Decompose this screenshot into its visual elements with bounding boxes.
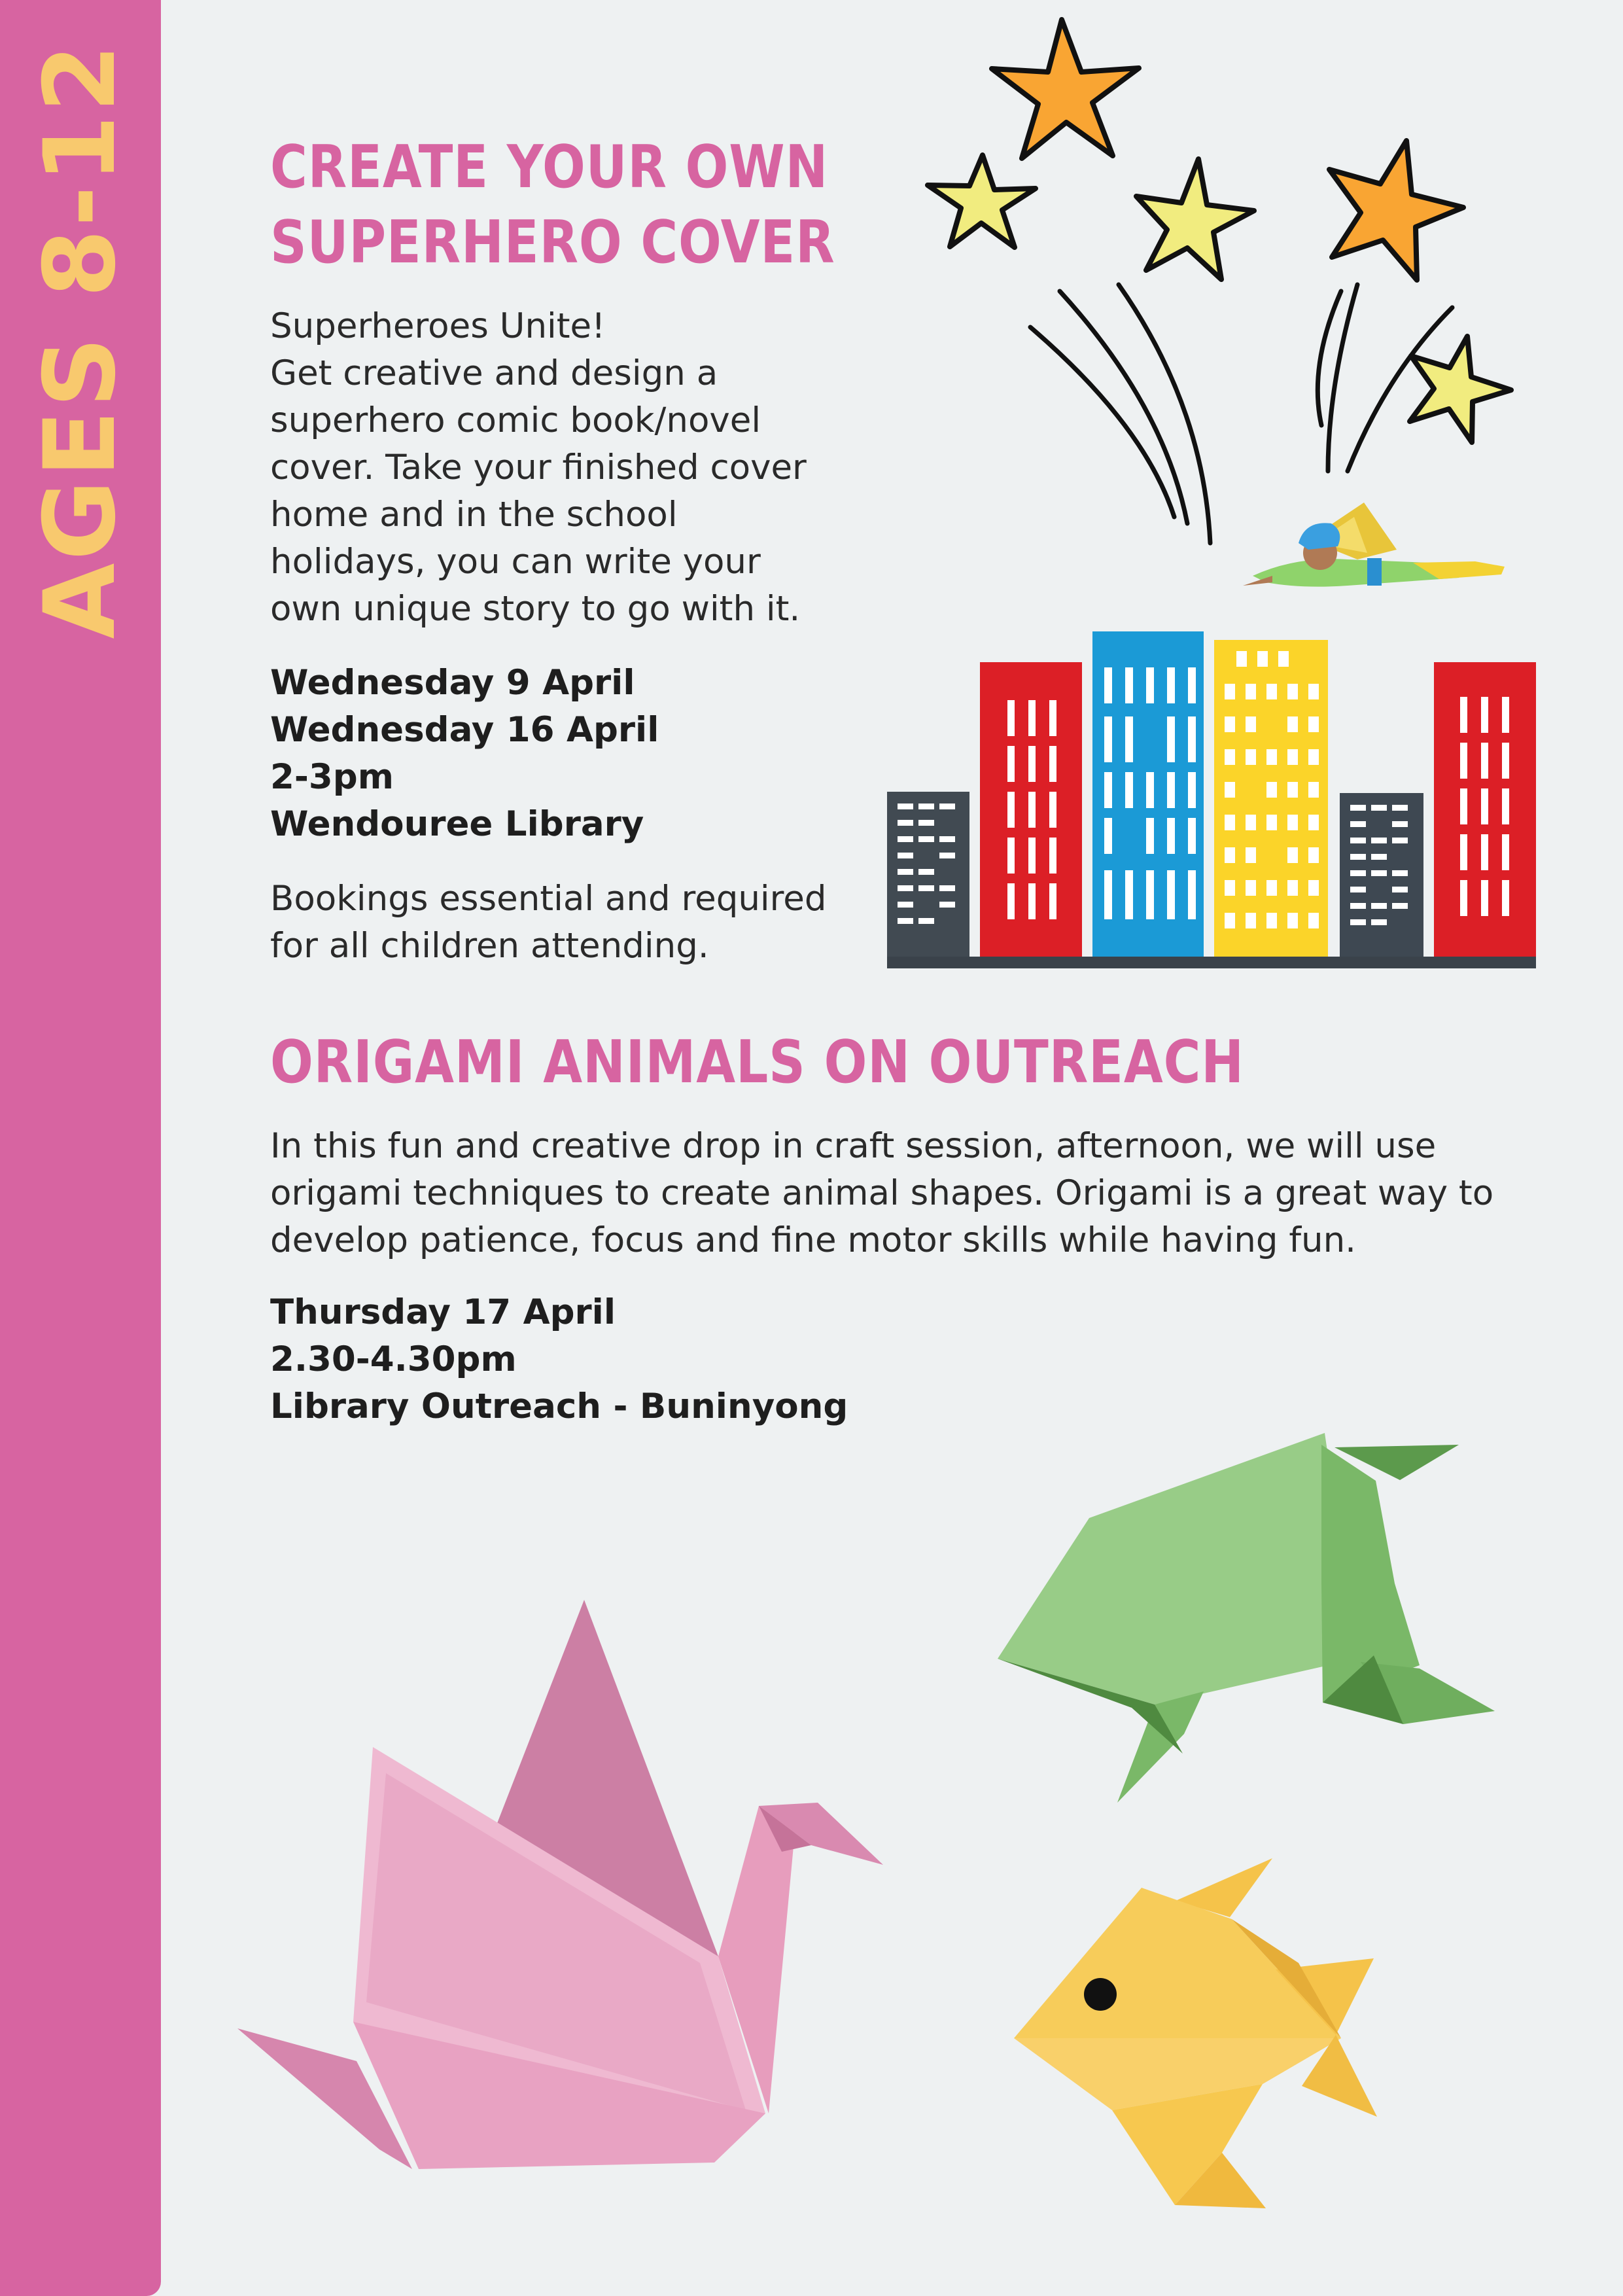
description-line: cover. Take your finished cover bbox=[270, 448, 807, 487]
description-line: superhero comic book/novel bbox=[270, 400, 761, 440]
stars-illustration bbox=[903, 20, 1570, 556]
star-icon bbox=[1329, 141, 1463, 280]
note-line: Bookings essential and required bbox=[270, 879, 827, 919]
origami-swan-icon bbox=[236, 1597, 886, 2172]
description-line: own unique story to go with it. bbox=[270, 589, 801, 629]
heading-line: CREATE YOUR OWN bbox=[270, 133, 829, 202]
sidebar bbox=[0, 0, 161, 2296]
building-dark bbox=[887, 792, 969, 959]
street bbox=[887, 957, 1536, 968]
event-1-heading bbox=[270, 130, 835, 280]
superhero-icon bbox=[1230, 497, 1518, 602]
event-location: Library Outreach - Buninyong bbox=[270, 1386, 848, 1426]
origami-frog-icon bbox=[994, 1430, 1505, 1809]
description-line: holidays, you can write your bbox=[270, 542, 761, 582]
event-2-details bbox=[270, 1289, 848, 1430]
event-date: Wednesday 9 April bbox=[270, 663, 635, 703]
event-1-description bbox=[270, 303, 807, 633]
heading-line: SUPERHERO COVER bbox=[270, 208, 835, 277]
event-date: Thursday 17 April bbox=[270, 1292, 616, 1332]
description-line: In this fun and creative drop in craft session, afternoon, we will use bbox=[270, 1126, 1437, 1166]
event-time: 2-3pm bbox=[270, 757, 394, 797]
event-2-heading bbox=[270, 1025, 1244, 1100]
description-line: develop patience, focus and fine motor skills while having fun. bbox=[270, 1220, 1357, 1260]
star-icon bbox=[928, 155, 1036, 247]
star-icon bbox=[992, 20, 1139, 158]
age-range-label: AGES 8-12 bbox=[24, 41, 137, 639]
city-buildings-icon bbox=[886, 627, 1537, 970]
heading-line: ORIGAMI ANIMALS ON OUTREACH bbox=[270, 1028, 1244, 1097]
star-icon bbox=[1410, 336, 1511, 442]
event-1-details bbox=[270, 660, 659, 848]
star-icon bbox=[1136, 159, 1254, 279]
event-1-booking-note bbox=[270, 875, 827, 970]
fish-eye bbox=[1084, 1978, 1117, 2011]
event-2-description bbox=[270, 1123, 1493, 1264]
event-date: Wednesday 16 April bbox=[270, 710, 659, 750]
description-line: home and in the school bbox=[270, 495, 678, 535]
note-line: for all children attending. bbox=[270, 926, 709, 966]
description-line: Superheroes Unite! bbox=[270, 306, 606, 346]
event-location: Wendouree Library bbox=[270, 804, 644, 844]
origami-fish-icon bbox=[1011, 1855, 1384, 2221]
description-line: Get creative and design a bbox=[270, 353, 718, 393]
description-line: origami techniques to create animal shapes. Origami is a great way to bbox=[270, 1173, 1494, 1213]
event-time: 2.30-4.30pm bbox=[270, 1339, 517, 1379]
